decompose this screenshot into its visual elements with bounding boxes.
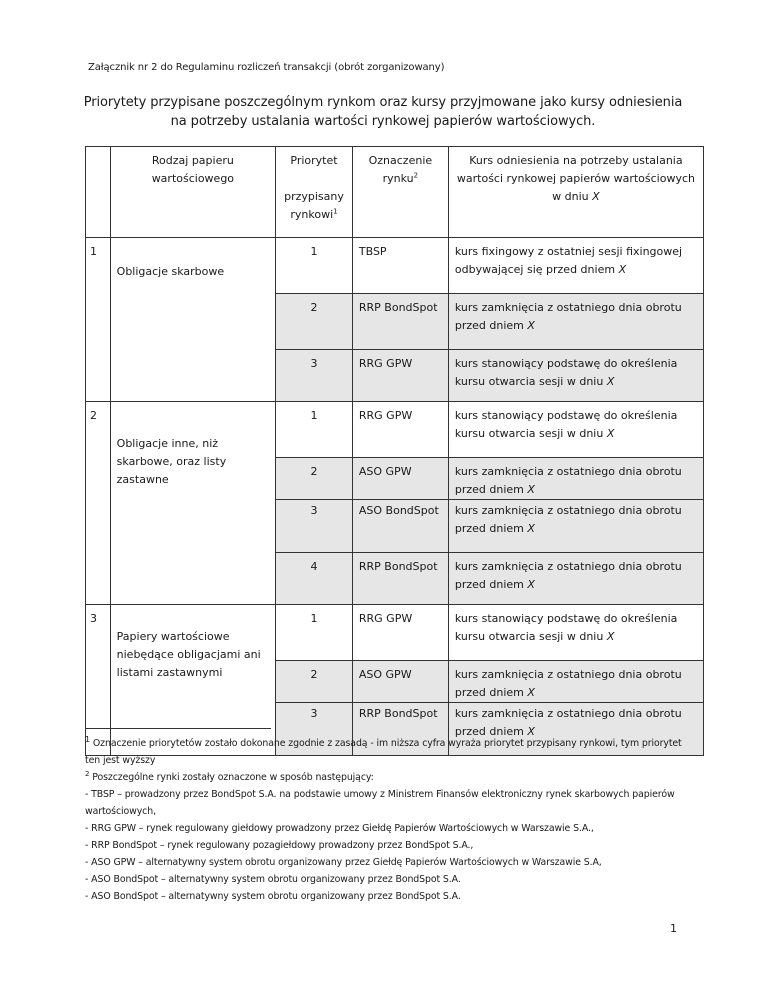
market-cell: RRP BondSpot [352,294,448,350]
title-line-2: na potrzeby ustalania wartości rynkowej papierów wartościowych. [170,114,596,129]
priority-cell: 4 [276,553,353,605]
reference-cell: kurs fixingowy z ostatniej sesji fixingowej odbywającej się przed dniem X [448,238,703,294]
footnote-2-mark: 2 [85,769,90,778]
header-num-cell [86,147,111,238]
footnote-1 [85,735,695,769]
footnote-item: - TBSP – prowadzony przez BondSpot S.A. na podstawie umowy z Ministrem Finansów elektroniczny rynek skarbowych papierów wartościowych, [85,789,675,817]
market-cell: RRG GPW [352,402,448,458]
header-market [352,147,448,238]
header-priority-a: Priorytet [290,154,338,167]
page-title [80,93,686,131]
footnote-item: - ASO BondSpot – alternatywny system obrotu organizowany przez BondSpot S.A. [85,874,461,885]
footnote-1-mark: 1 [85,734,90,744]
footnote-ref-1: 1 [333,207,338,216]
footnote-2-text: Poszczególne rynki zostały oznaczone w sposób następujący: [92,772,374,783]
market-cell: ASO GPW [352,661,448,703]
priority-cell: 1 [276,402,353,458]
reference-cell: kurs stanowiący podstawę do określenia kursu otwarcia sesji w dniu X [448,350,703,402]
footnote-separator [85,728,271,729]
reference-cell: kurs zamknięcia z ostatniego dnia obrotu przed dniem X [448,703,703,756]
annex-heading: Załącznik nr 2 do Regulaminu rozliczeń transakcji (obrót zorganizowany) [88,62,445,73]
footnote-1-text: Oznaczenie priorytetów zostało dokonane zgodnie z zasadą - im niższa cyfra wyraża priorytet przypisany rynkowi, tym priorytet ten jest wyższy [85,738,682,766]
footnote-item: - RRG GPW – rynek regulowany giełdowy prowadzony przez Giełdę Papierów Wartościowych w Warszawie S.A., [85,823,594,834]
priority-cell: 2 [276,458,353,500]
reference-cell: kurs zamknięcia z ostatniego dnia obrotu przed dniem X [448,553,703,605]
market-cell: RRG GPW [352,605,448,661]
group-number: 1 [86,238,111,402]
footnote-item: - ASO BondSpot – alternatywny system obrotu organizowany przez BondSpot S.A. [85,891,461,902]
footnote-ref-2: 2 [413,171,419,180]
reference-cell: kurs stanowiący podstawę do określenia kursu otwarcia sesji w dniu X [448,402,703,458]
header-type: Rodzaj papieru wartościowego [110,147,275,238]
header-priority-b: przypisany rynkowi [284,190,344,221]
group-label: Obligacje inne, niż skarbowe, oraz listy zastawne [110,402,275,605]
market-cell: RRP BondSpot [352,553,448,605]
footnote-item: - RRP BondSpot – rynek regulowany pozagiełdowy prowadzony przez BondSpot S.A., [85,840,474,851]
header-reference-x: X [592,190,600,203]
market-cell: RRG GPW [352,350,448,402]
title-line-1: Priorytety przypisane poszczególnym rynkom oraz kursy przyjmowane jako kursy odniesienia [83,95,683,110]
reference-cell: kurs stanowiący podstawę do określenia kursu otwarcia sesji w dniu X [448,605,703,661]
table-row [86,605,704,661]
market-cell: ASO GPW [352,458,448,500]
reference-cell: kurs zamknięcia z ostatniego dnia obrotu przed dniem X [448,500,703,553]
priority-cell: 2 [276,294,353,350]
group-number: 2 [86,402,111,605]
priority-cell: 2 [276,661,353,703]
priority-cell: 1 [276,605,353,661]
table-row [86,402,704,458]
header-market-label: Oznaczenie rynku [368,154,433,185]
header-reference-label: Kurs odniesienia na potrzeby ustalania wartości rynkowej papierów wartościowych w dniu [456,154,695,203]
priority-cell: 3 [276,500,353,553]
footnote-2 [85,769,695,786]
group-number: 3 [86,605,111,756]
priority-cell: 3 [276,350,353,402]
market-cell: TBSP [352,238,448,294]
reference-cell: kurs zamknięcia z ostatniego dnia obrotu przed dniem X [448,294,703,350]
priority-cell: 3 [276,703,353,756]
market-cell: ASO BondSpot [352,500,448,553]
reference-cell: kurs zamknięcia z ostatniego dnia obrotu przed dniem X [448,458,703,500]
priority-table [85,146,704,756]
footnote-item: - ASO GPW – alternatywny system obrotu organizowany przez Giełdę Papierów Wartościowych w Warszawie S.A, [85,857,602,868]
footnotes [85,735,695,905]
table-row [86,238,704,294]
group-label: Papiery wartościowe niebędące obligacjami ani listami zastawnymi [110,605,275,756]
priority-cell: 1 [276,238,353,294]
market-cell: RRP BondSpot [352,703,448,756]
header-priority [276,147,353,238]
table-header-row [86,147,704,238]
header-reference [448,147,703,238]
page-number: 1 [670,922,677,935]
reference-cell: kurs zamknięcia z ostatniego dnia obrotu przed dniem X [448,661,703,703]
group-label: Obligacje skarbowe [110,238,275,402]
